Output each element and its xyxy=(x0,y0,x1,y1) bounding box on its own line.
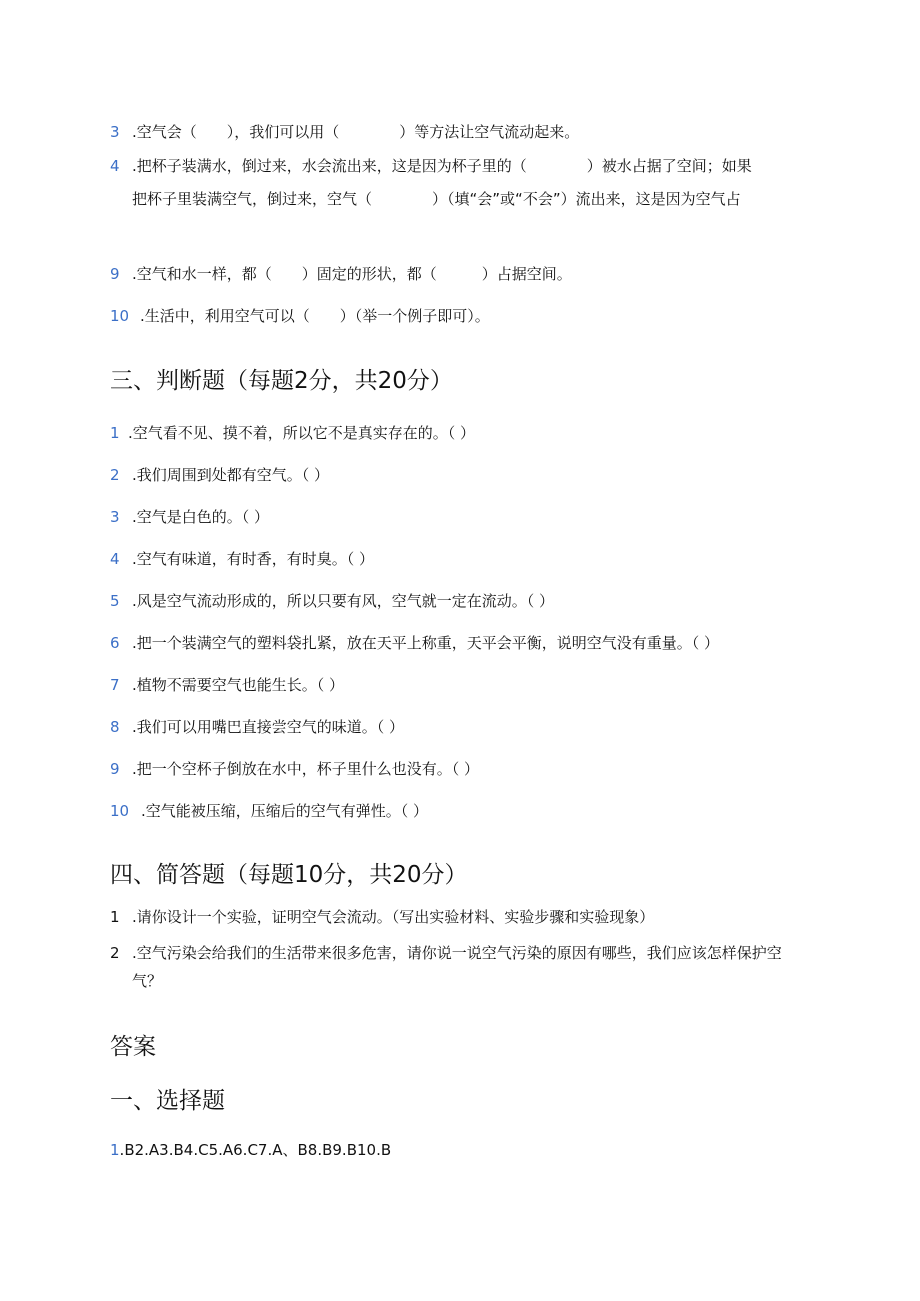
item-number: 3 xyxy=(110,123,120,141)
item-text: .把一个空杯子倒放在水中，杯子里什么也没有。（ ） xyxy=(132,760,480,778)
tf-item-8 xyxy=(110,717,404,737)
item-text: .空气会（ ），我们可以用（ ）等方法让空气流动起来。 xyxy=(132,123,580,141)
item-text: .空气是白色的。（ ） xyxy=(132,508,270,526)
item-text: .我们可以用嘴巴直接尝空气的味道。（ ） xyxy=(132,718,405,736)
tf-item-3 xyxy=(110,507,269,527)
fill-item-4 xyxy=(110,156,752,176)
sa-item-2 xyxy=(110,943,782,963)
tf-item-9 xyxy=(110,759,479,779)
item-text: .空气和水一样，都（ ）固定的形状，都（ ）占据空间。 xyxy=(132,265,572,283)
item-text: .空气能被压缩，压缩后的空气有弹性。（ ） xyxy=(141,802,429,820)
item-text-continuation: 气？ xyxy=(132,972,163,990)
fill-item-4-continuation xyxy=(132,189,741,209)
item-text: .我们周围到处都有空气。（ ） xyxy=(132,466,330,484)
tf-item-4 xyxy=(110,549,374,569)
tf-item-7 xyxy=(110,675,344,695)
item-number: 1 xyxy=(110,424,120,442)
item-number: 8 xyxy=(110,718,120,736)
item-number: 10 xyxy=(110,802,130,820)
item-text: .空气看不见、摸不着，所以它不是真实存在的。（ ） xyxy=(128,424,476,442)
item-text: .把一个装满空气的塑料袋扎紧，放在天平上称重，天平会平衡，说明空气没有重量。（ ） xyxy=(132,634,720,652)
item-text: .请你设计一个实验，证明空气会流动。（写出实验材料、实验步骤和实验现象） xyxy=(132,908,655,926)
answer-text: .B2.A3.B4.C5.A6.C7.A、B8.B9.B10.B xyxy=(119,1141,392,1159)
item-number: 9 xyxy=(110,265,120,283)
tf-item-1 xyxy=(110,423,475,443)
item-number: 1 xyxy=(110,908,120,926)
item-text: .空气有味道，有时香，有时臭。（ ） xyxy=(132,550,375,568)
answer-number: 1 xyxy=(110,1141,120,1159)
item-number: 10 xyxy=(110,307,130,325)
item-text: .风是空气流动形成的，所以只要有风，空气就一定在流动。（ ） xyxy=(132,592,555,610)
answers-heading: 答案 xyxy=(110,1034,156,1060)
item-number: 6 xyxy=(110,634,120,652)
item-text: .生活中，利用空气可以（ ）（举一个例子即可）。 xyxy=(140,307,490,325)
fill-item-9 xyxy=(110,264,572,284)
fill-item-10 xyxy=(110,306,490,326)
sa-item-2-continuation xyxy=(132,971,162,991)
item-text: .空气污染会给我们的生活带来很多危害，请你说一说空气污染的原因有哪些，我们应该怎样保护空 xyxy=(132,944,782,962)
tf-item-2 xyxy=(110,465,329,485)
tf-item-10 xyxy=(110,801,428,821)
answer-line xyxy=(110,1140,391,1160)
section-heading-true-false: 三、判断题（每题2分，共20分） xyxy=(110,368,453,394)
item-text: .植物不需要空气也能生长。（ ） xyxy=(132,676,345,694)
tf-item-5 xyxy=(110,591,554,611)
item-number: 3 xyxy=(110,508,120,526)
sa-item-1 xyxy=(110,907,654,927)
item-number: 4 xyxy=(110,550,120,568)
item-number: 9 xyxy=(110,760,120,778)
item-text: .把杯子装满水，倒过来，水会流出来，这是因为杯子里的（ ）被水占据了空间；如果 xyxy=(132,157,752,175)
item-number: 4 xyxy=(110,157,120,175)
section-heading-short-answer: 四、简答题（每题10分，共20分） xyxy=(110,862,468,888)
fill-item-3 xyxy=(110,122,579,142)
item-text-continuation: 把杯子里装满空气，倒过来，空气（ ）（填“会”或“不会”）流出来，这是因为空气占 xyxy=(132,190,741,208)
answers-sub-heading: 一、选择题 xyxy=(110,1088,225,1114)
item-number: 2 xyxy=(110,466,120,484)
item-number: 2 xyxy=(110,944,120,962)
tf-item-6 xyxy=(110,633,719,653)
item-number: 7 xyxy=(110,676,120,694)
item-number: 5 xyxy=(110,592,120,610)
